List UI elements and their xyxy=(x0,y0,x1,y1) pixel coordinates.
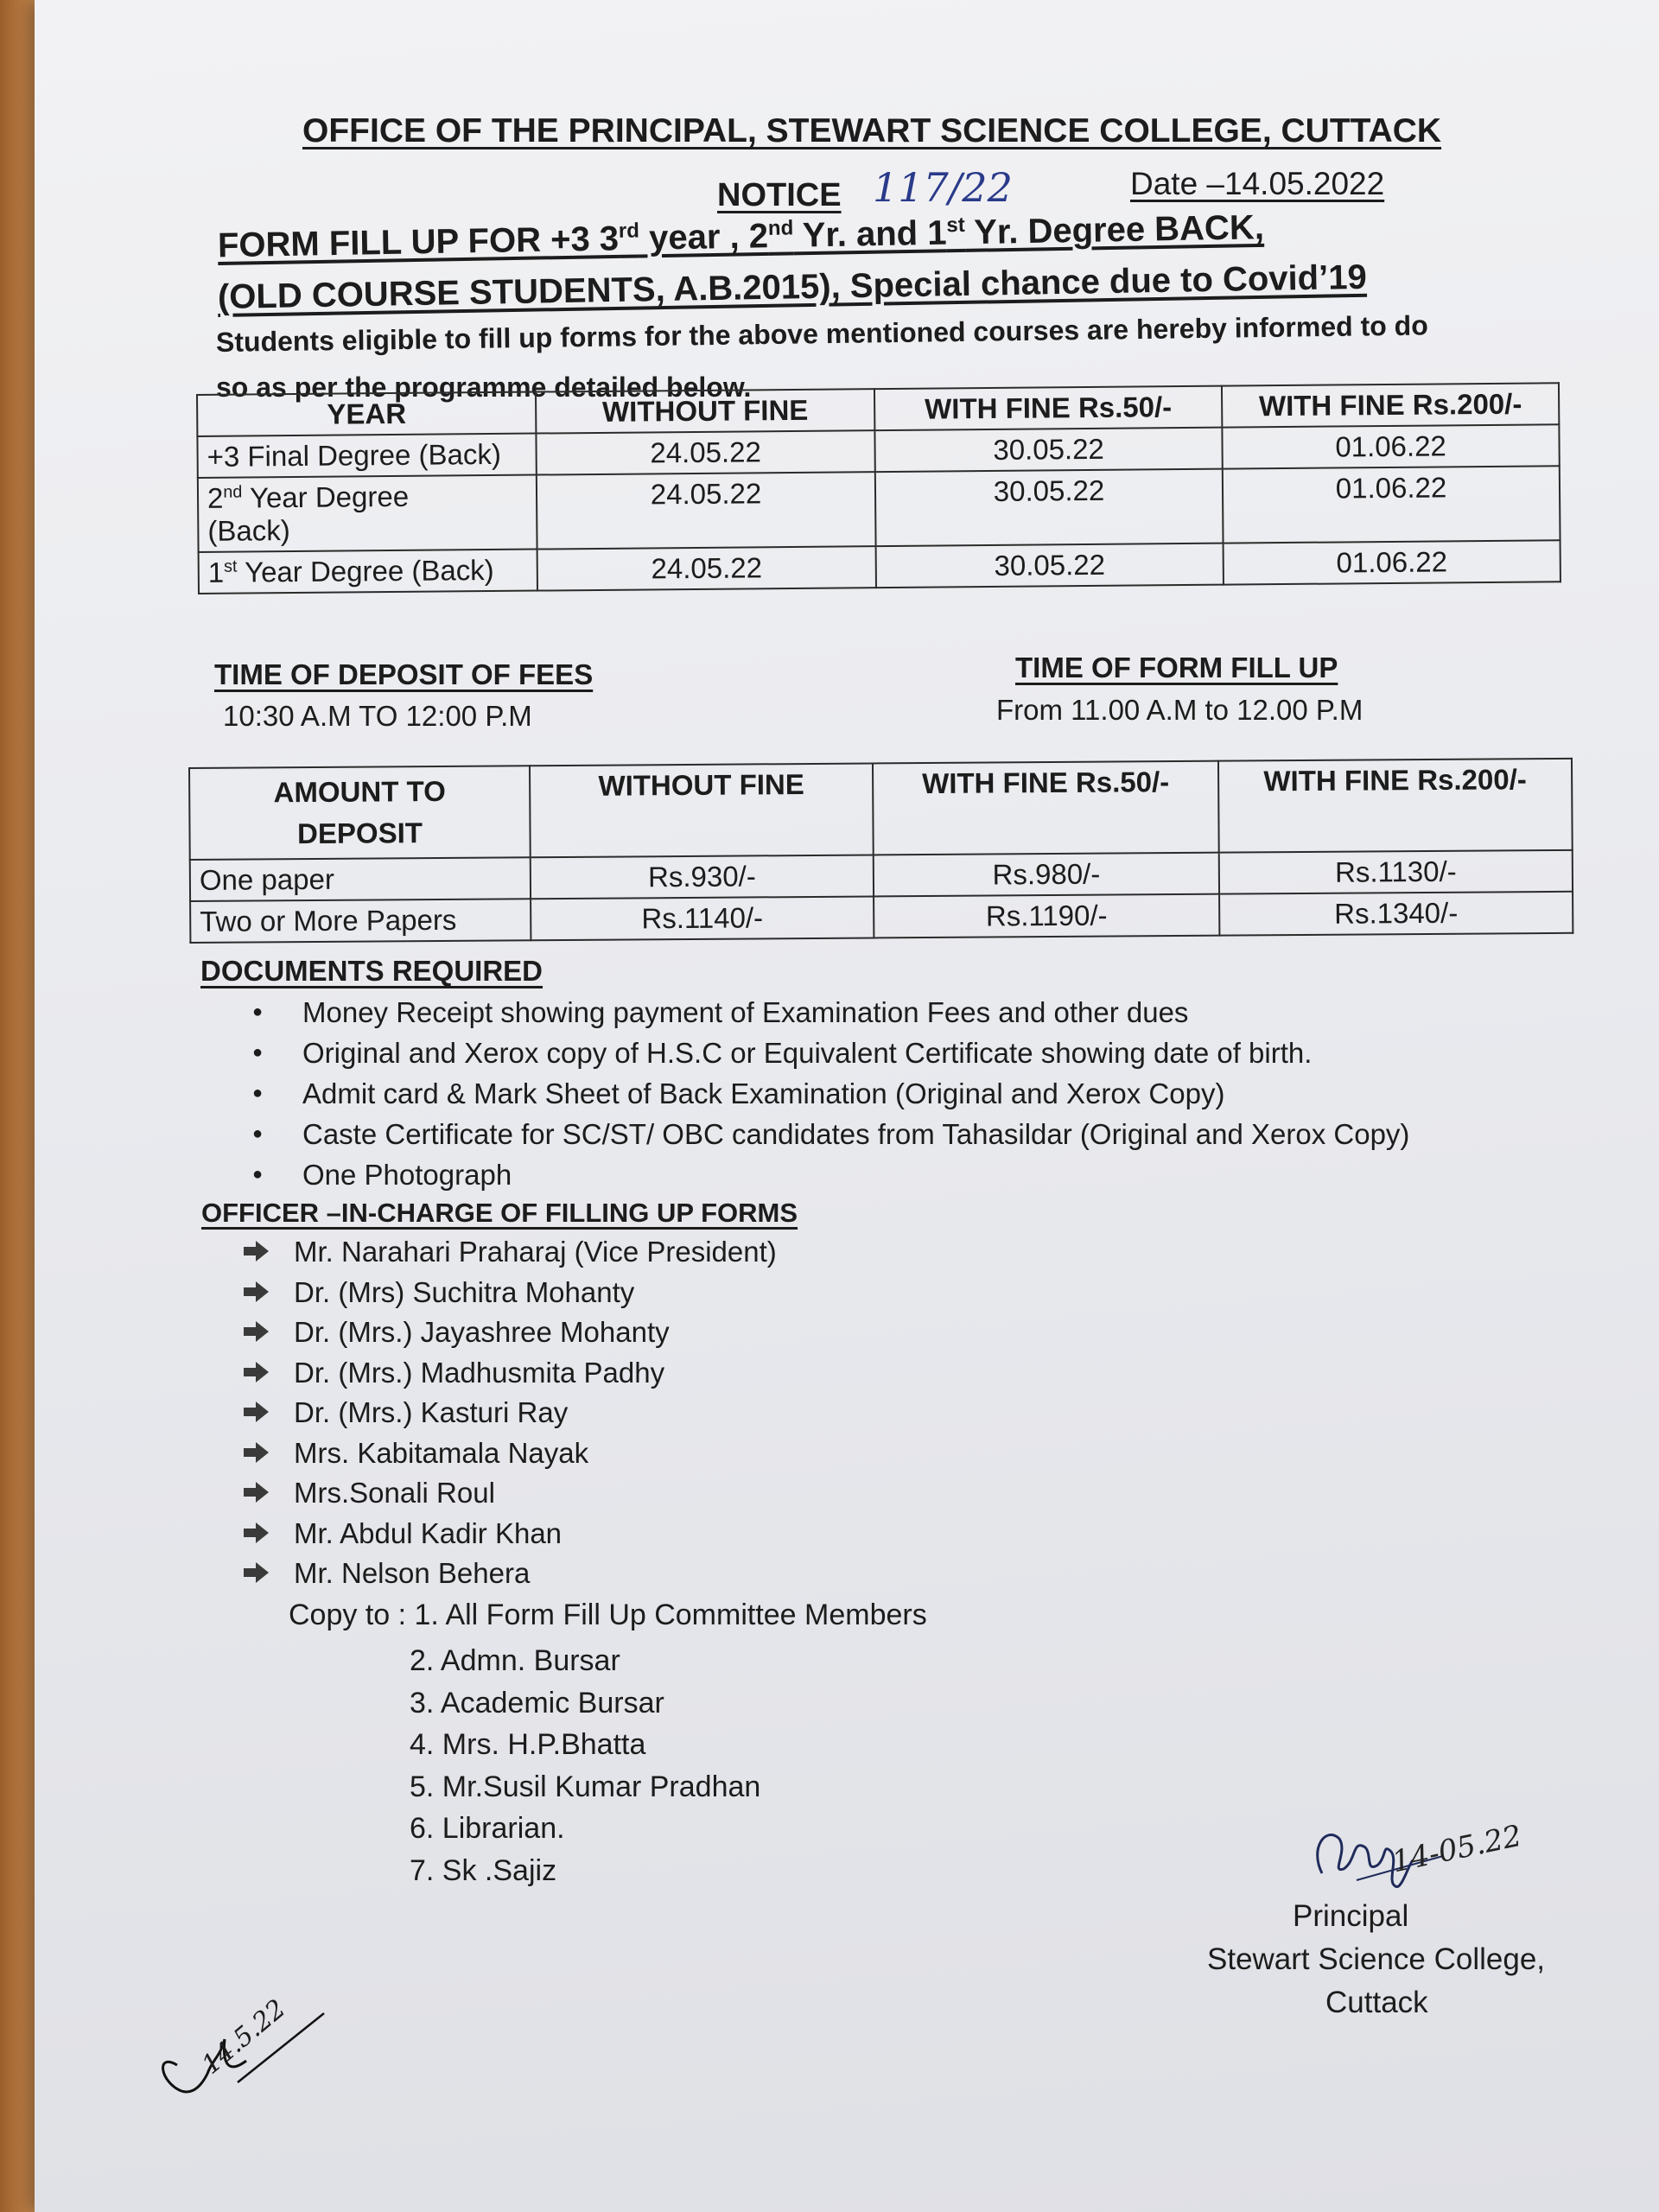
date-cell: 01.06.22 xyxy=(1223,466,1560,543)
list-item: Mrs. Kabitamala Nayak xyxy=(294,1433,777,1474)
copy-to-heading: Copy to : 1. All Form Fill Up Committee Members xyxy=(289,1599,927,1631)
list-item: Dr. (Mrs.) Madhusmita Padhy xyxy=(294,1353,777,1394)
date-cell: 01.06.22 xyxy=(1222,424,1559,468)
year-cell: 2nd Year Degree (Back) xyxy=(198,475,537,552)
list-item: Mr. Nelson Behera xyxy=(294,1554,777,1594)
arrow-bullet-icon xyxy=(242,1361,270,1383)
amount-cell: Rs.1130/- xyxy=(1219,850,1573,894)
table-header-row xyxy=(189,759,1573,860)
amount-table xyxy=(188,758,1573,944)
arrow-bullet-icon xyxy=(242,1481,270,1503)
list-item: 7. Sk .Sajiz xyxy=(410,1853,557,1887)
notice-label: NOTICE xyxy=(717,177,842,213)
amount-label-cell: Two or More Papers xyxy=(190,899,531,943)
notice-date: Date –14.05.2022 xyxy=(1130,166,1385,201)
list-item: 6. Librarian. xyxy=(410,1812,565,1845)
amount-cell: Rs.1140/- xyxy=(531,896,874,940)
officers-heading: OFFICER –IN-CHARGE OF FILLING UP FORMS xyxy=(201,1198,798,1228)
list-item: 4. Mrs. H.P.Bhatta xyxy=(410,1728,646,1761)
arrow-bullet-icon xyxy=(242,1281,270,1303)
officers-list xyxy=(294,1232,777,1594)
list-item: ● Original and Xerox copy of H.S.C or Equivalent Certificate showing date of birth. xyxy=(302,1033,1409,1073)
list-item: 2. Admn. Bursar xyxy=(410,1644,620,1677)
list-item: 5. Mr.Susil Kumar Pradhan xyxy=(410,1770,761,1803)
notice-number: 117/22 xyxy=(873,164,1013,211)
copy-to-list xyxy=(410,1640,760,1891)
schedule-table xyxy=(196,382,1561,594)
header-cell: AMOUNT TO DEPOSIT xyxy=(189,766,531,859)
formfill-time-value: From 11.00 A.M to 12.00 P.M xyxy=(996,694,1363,726)
year-cell: 1st Year Degree (Back) xyxy=(199,550,537,594)
intro-line2: so as per the programme detailed below. xyxy=(216,372,752,403)
form-title-line2: (OLD COURSE STUDENTS, A.B.2015), Special chance due to Covid’19 xyxy=(217,257,1368,316)
table-row xyxy=(190,892,1573,943)
office-heading: OFFICE OF THE PRINCIPAL, STEWART SCIENCE COLLEGE, CUTTACK xyxy=(302,112,1442,149)
list-item: Mr. Narahari Praharaj (Vice President) xyxy=(294,1232,777,1273)
list-item: Dr. (Mrs) Suchitra Mohanty xyxy=(294,1273,777,1313)
signature-date: 14-05.22 xyxy=(1389,1818,1525,1880)
date-cell: 30.05.22 xyxy=(876,543,1224,588)
documents-list xyxy=(302,992,1409,1195)
year-cell: +3 Final Degree (Back) xyxy=(197,434,536,478)
arrow-bullet-icon xyxy=(242,1401,270,1423)
list-item: ● Money Receipt showing payment of Examination Fees and other dues xyxy=(302,992,1409,1033)
date-cell: 01.06.22 xyxy=(1224,540,1560,584)
initial-date: 14.5.22 xyxy=(196,1993,292,2081)
amount-label-cell: One paper xyxy=(190,857,531,901)
list-item: ● One Photograph xyxy=(302,1154,1409,1195)
list-item: Mr. Abdul Kadir Khan xyxy=(294,1514,777,1554)
header-cell: WITH FINE Rs.50/- xyxy=(873,761,1219,855)
arrow-bullet-icon xyxy=(242,1561,270,1584)
deposit-time-value: 10:30 A.M TO 12:00 P.M xyxy=(223,700,532,732)
amount-cell: Rs.1340/- xyxy=(1219,892,1573,936)
amount-cell: Rs.1190/- xyxy=(874,893,1219,938)
principal-college: Stewart Science College, xyxy=(1207,1942,1546,1976)
arrow-bullet-icon xyxy=(242,1522,270,1544)
documents-heading: DOCUMENTS REQUIRED xyxy=(200,955,543,987)
list-item: 3. Academic Bursar xyxy=(410,1686,664,1719)
arrow-bullet-icon xyxy=(242,1320,270,1343)
deposit-time-heading: TIME OF DEPOSIT OF FEES xyxy=(214,658,594,690)
amount-cell: Rs.930/- xyxy=(531,855,874,899)
amount-cell: Rs.980/- xyxy=(874,852,1219,896)
date-cell: 24.05.22 xyxy=(537,472,876,549)
header-cell: WITHOUT FINE xyxy=(530,763,874,856)
date-cell: 24.05.22 xyxy=(536,430,874,474)
form-title-line1: FORM FILL UP FOR +3 3rd year , 2nd Yr. and 1st Yr. Degree BACK, xyxy=(217,208,1265,265)
header-cell: WITH FINE Rs.50/- xyxy=(874,386,1222,431)
arrow-bullet-icon xyxy=(242,1441,270,1464)
date-cell: 30.05.22 xyxy=(875,469,1224,547)
formfill-time-heading: TIME OF FORM FILL UP xyxy=(1015,652,1338,683)
list-item: ● Admit card & Mark Sheet of Back Examination (Original and Xerox Copy) xyxy=(302,1073,1409,1114)
list-item: Mrs.Sonali Roul xyxy=(294,1473,777,1514)
notice-paper xyxy=(35,0,1659,2212)
header-cell: YEAR xyxy=(197,392,536,436)
list-item: Dr. (Mrs.) Kasturi Ray xyxy=(294,1393,777,1433)
date-cell: 30.05.22 xyxy=(874,428,1222,473)
header-cell: WITH FINE Rs.200/- xyxy=(1218,759,1573,853)
table-row xyxy=(198,466,1560,552)
header-cell: WITH FINE Rs.200/- xyxy=(1222,383,1559,427)
principal-title: Principal xyxy=(1293,1899,1409,1933)
intro-line1: Students eligible to fill up forms for the above mentioned courses are hereby informed to do xyxy=(215,309,1428,358)
header-cell: WITHOUT FINE xyxy=(536,389,874,433)
list-item: ● Caste Certificate for SC/ST/ OBC candidates from Tahasildar (Original and Xerox Copy) xyxy=(302,1114,1409,1154)
arrow-bullet-icon xyxy=(242,1240,270,1262)
date-cell: 24.05.22 xyxy=(537,546,876,590)
list-item: Dr. (Mrs.) Jayashree Mohanty xyxy=(294,1313,777,1353)
principal-city: Cuttack xyxy=(1325,1986,1428,2019)
